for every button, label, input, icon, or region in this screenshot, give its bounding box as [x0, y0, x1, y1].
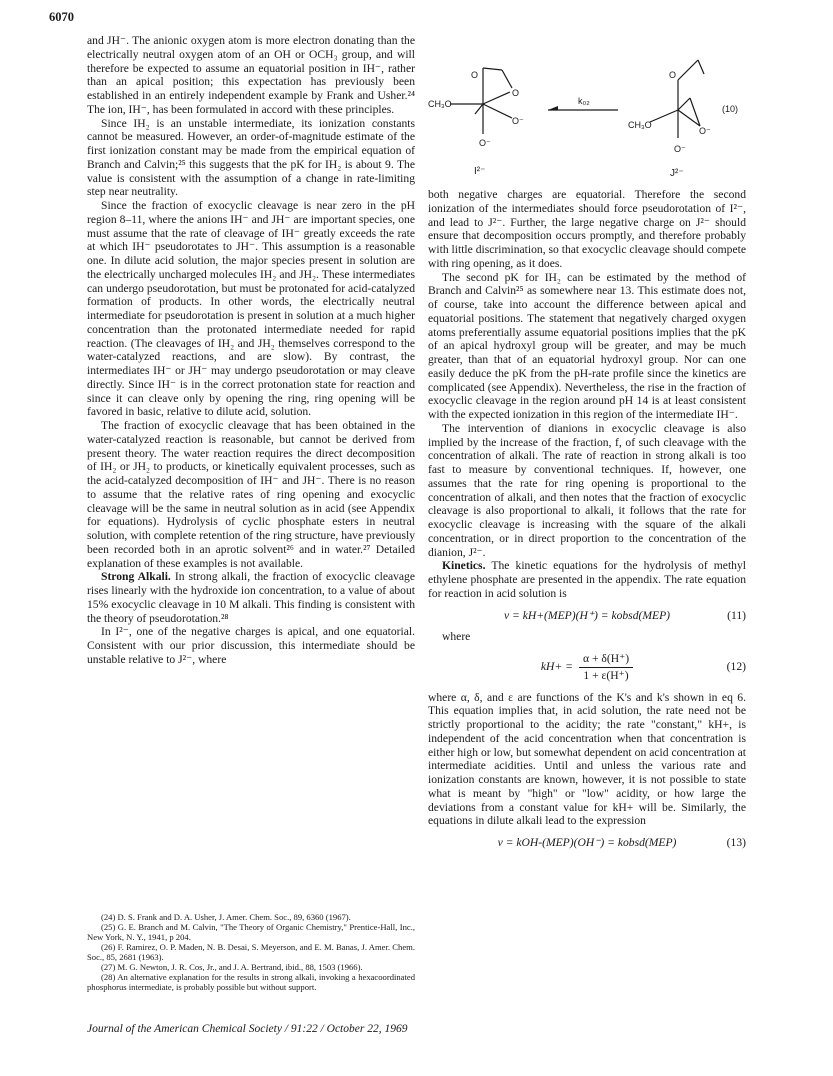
equation-number: (10): [722, 104, 739, 114]
paragraph: Since IH₂ is an unstable intermediate, its ionization constants cannot be measured. However, an order-of-magnitude estimate of the first ionization constant may be made from the empirical equation of Branch and Calvin;²⁵ this suggests that the pK for IH₂ is about 9. The value is consistent with the assumption of a change in rate-limiting step near neutrality.: [87, 116, 415, 199]
equation-12: [428, 652, 746, 683]
equation-11: [428, 609, 746, 623]
oxygen-label: O: [512, 88, 520, 98]
equation-12-number: (12): [726, 660, 746, 674]
pseudorotation-scheme-diagram: [428, 56, 746, 184]
footnote: (28) An alternative explanation for the results in strong alkali, invoking a hexacoordinated phosphorus intermediate, is probably possible but without support.: [87, 972, 415, 992]
equation-13: [428, 836, 746, 850]
rate-constant-label: k₀₂: [578, 96, 590, 106]
equation-13-body: v = kOH-(MEP)(OH⁻) = kobsd(MEP): [497, 836, 677, 849]
footnote: (25) G. E. Branch and M. Calvin, "The Theory of Organic Chemistry," Prentice-Hall, Inc., New York, N. Y., 1941, p 204.: [87, 922, 415, 942]
paragraph: where α, δ, and ε are functions of the K's and k's shown in eq 6. This equation implies that, in acid solution, the rate need not be strictly proportional to the acidity; the rate "constant," kH+, is independent of the acid concentration when that concentration is either high or low, but somewhat dependent on acid concentration at intermediate acidities. Until and unless the various rate and ionization constants are known, however, it is not possible to state what is meant by "high" or "low" acidity, or how large the deviations from a constant value for kH+ will be. Similarly, the equations in dilute alkali lead to the expression: [428, 690, 746, 828]
footnote: (26) F. Ramirez, O. P. Maden, N. B. Desai, S. Meyerson, and E. M. Banas, J. Amer. Chem. Soc., 85, 2681 (1963).: [87, 942, 415, 962]
paragraph: Since the fraction of exocyclic cleavage is near zero in the pH region 8–11, where the anions IH⁻ and JH⁻ are important species, one must assume that the rate of cleavage of IH⁻ greatly exceeds the rate at which IH⁻ pseudorotates to JH⁻. This assumption is a reasonable one. In dilute acid solution, the major species present in solution are the electrically uncharged molecules IH₂ and JH₂. These intermediates can undergo pseudorotation, but must be protonated for acid-catalyzed formation of products. In other words, the electrically neutral intermediate for pseudorotation is present in solution at a much higher concentration than the protonated intermediate needed for rapid reaction. (The cleavages of IH₂ and JH₂ themselves correspond to the water-catalyzed reactions, and are slow). By contrast, the intermediates IH⁻ or JH⁻ may undergo pseudorotation or may cleave directly. Since IH⁻ is in the correct protonation state for reaction and since it can cleave only by opening the ring, ring opening will be favored in basic, relative to dilute acid, solution.: [87, 199, 415, 419]
fraction-numerator: α + δ(H⁺): [579, 652, 633, 668]
page-number: 6070: [49, 10, 74, 24]
anion-oxygen-label: O⁻: [674, 144, 686, 154]
equation-12-fraction: [579, 652, 633, 683]
paragraph-text: In strong alkali, the fraction of exocyclic cleavage rises linearly with the hydroxide ion concentration, to a value of about 15% exocyclic cleavage in 10 M alkali. This finding is consistent with the theory of pseudorotation.²⁸: [87, 570, 416, 625]
paragraph: both negative charges are equatorial. Therefore the second ionization of the intermediates should force pseudorotation of I²⁻, and lead to J²⁻. Further, the large negative charge on J²⁻ should ensure that decomposition occurs promptly, and therefore probably with little discrimination, so that exocyclic cleavage should compete with ring opening, as it does.: [428, 188, 746, 270]
equation-11-body: v = kH+(MEP)(H⁺) = kobsd(MEP): [503, 608, 671, 622]
anion-oxygen-label: O⁻: [479, 138, 491, 148]
fraction-denominator: 1 + ε(H⁺): [583, 668, 629, 682]
paragraph: The second pK for IH₂ can be estimated by the method of Branch and Calvin²⁵ as somewhere near 13. This estimate does not, of course, take into account the difference between apical and equatorial positions. The statement that negatively charged oxygen atoms preferentially assume equatorial positions implies that the pK of an apical hydroxyl group will be greater, and may be much greater, than that of an equatorial hydroxyl group. Nor can one easily deduce the pK from the pH-rate profile since the kinetics are complicated (see Appendix). Nevertheless, the rise in the fraction of exocyclic cleavage in the region around pH 14 is at least consistent with the expected ionization in this region of the intermediate IH⁻.: [428, 270, 746, 421]
section-heading-kinetics: Kinetics.: [442, 559, 486, 573]
methoxy-label-right: CH₃O: [628, 120, 652, 130]
paragraph: In I²⁻, one of the negative charges is apical, and one equatorial. Consistent with our prior discussion, this intermediate should be unstable relative to J²⁻, where: [87, 625, 415, 666]
paragraph-kinetics: [428, 559, 746, 600]
methoxy-label-left: CH₃O: [428, 99, 452, 109]
reaction-scheme: [428, 56, 746, 184]
structure-label-I2-minus: I²⁻: [474, 166, 486, 177]
where-text: where: [442, 630, 471, 644]
oxygen-label: O: [669, 70, 677, 80]
equation-13-number: (13): [726, 836, 746, 849]
paragraph-text: The kinetic equations for the hydrolysis of methyl ethylene phosphate are presented in the appendix. The rate equation for reaction in acid solution is: [428, 559, 746, 600]
reaction-arrow: [548, 106, 618, 110]
oxygen-label: O: [471, 70, 479, 80]
journal-footer: Journal of the American Chemical Society / 91:22 / October 22, 1969: [87, 1023, 408, 1035]
paragraph: The fraction of exocyclic cleavage that has been obtained in the water-catalyzed reaction is reasonable, but cannot be derived from present theory. The water reaction requires the direct decomposition of IH₂ or JH₂ to products, or kinetically equivalent processes, such as the acid-catalyzed decomposition of IH⁻ and JH⁻. There is no reason to assume that the relative rates of ring opening and exocyclic cleavage will be the same in neutral solution as in acid (see Appendix for equations). Hydrolysis of cyclic phosphate esters in neutral solution, with complete retention of the ring structure, have previously been recorded both in an aprotic solvent²⁶ and in water.²⁷ Detailed explanation of these examples is not available.: [87, 419, 415, 570]
footnote: (24) D. S. Frank and D. A. Usher, J. Amer. Chem. Soc., 89, 6360 (1967).: [101, 912, 351, 922]
section-heading-strong-alkali: Strong Alkali.: [101, 570, 171, 584]
structure-label-J2-minus: J²⁻: [670, 168, 684, 179]
paragraph-strong-alkali: [87, 570, 415, 625]
structure-J2-minus: [650, 60, 704, 138]
equation-12-lhs: kH+ =: [540, 660, 573, 674]
anion-oxygen-label: O⁻: [699, 126, 711, 136]
footnote: (27) M. G. Newton, J. R. Cos, Jr., and J. A. Bertrand, ibid., 88, 1503 (1966).: [101, 962, 363, 972]
paragraph: and JH⁻. The anionic oxygen atom is more electron donating than the electrically neutral oxygen atom of an OH or OCH₃ group, and will therefore be expected to assume an equatorial position in IH⁻, rather than an apical position; this expectation has previously been established in an entirely independent example by Frank and Usher.²⁴ The ion, IH⁻, has been formulated in accord with these principles.: [87, 34, 415, 116]
structure-I2-minus: [450, 68, 512, 134]
anion-oxygen-label: O⁻: [512, 116, 524, 126]
footnotes: [87, 912, 415, 992]
left-column: [87, 34, 415, 667]
right-column: [428, 188, 746, 858]
paragraph: The intervention of dianions in exocyclic cleavage is also implied by the increase of the fraction, f, of such cleavage with the concentration of alkali. The rate of reaction in strong alkali is too fast to measure by conventional techniques. If, however, one assumes that the rate for ring opening is proportional to the concentration of alkali, and then notes that the fraction of exocyclic cleavage is also proportional to alkali, it follows that the rate for exocyclic cleavage is increasing with the square of the alkali concentration, or in direct proportion to the concentration of the dianion, J²⁻.: [428, 421, 746, 559]
equation-11-number: (11): [727, 608, 746, 622]
